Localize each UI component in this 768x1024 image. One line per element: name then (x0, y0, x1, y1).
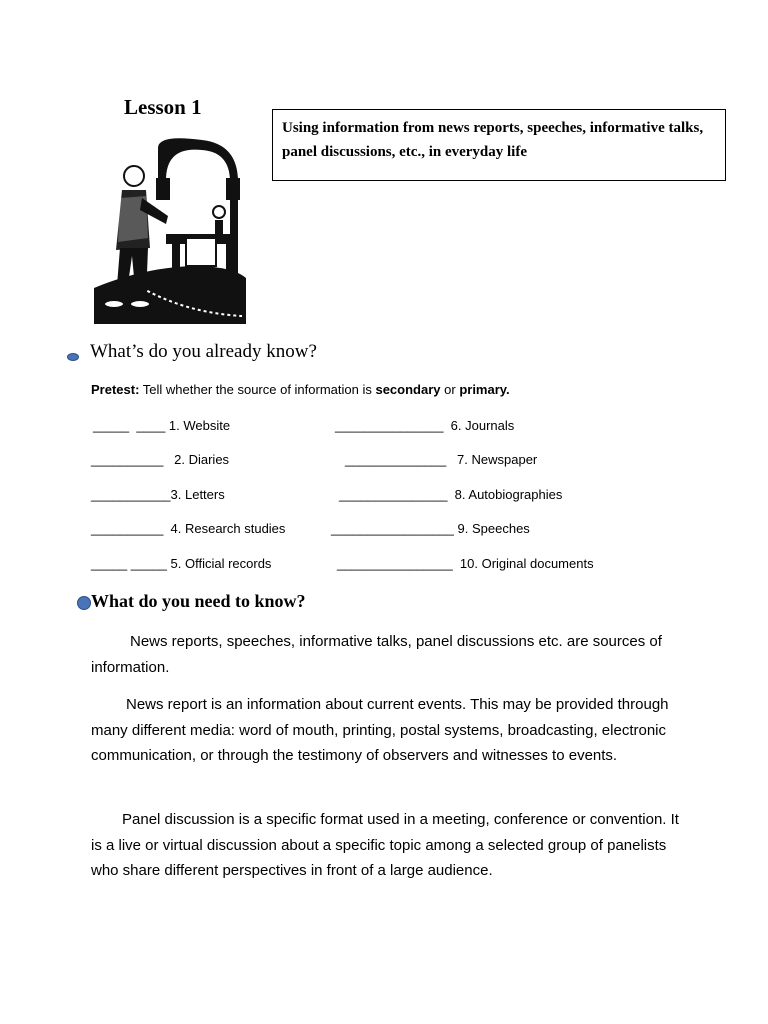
pretest-item: ______________ 7. Newspaper (345, 452, 538, 467)
paragraph-text: News report is an information about current events. This may be provided through many different media: word of mouth, printing, postal systems, broadcasting, electronic communication, or through the testimony of observers and witnesses to events. (91, 696, 669, 764)
pretest-label: Pretest: (91, 382, 140, 397)
lesson-title: Lesson 1 (124, 95, 202, 119)
pretest-option-secondary: secondary (375, 382, 441, 397)
paragraph-panel-discussion (91, 807, 691, 884)
bullet-icon (67, 353, 79, 361)
paragraph-news-report (91, 692, 691, 769)
pretest-item: _______________ 6. Journals (335, 418, 515, 433)
pretest-text: Tell whether the source of information is (139, 382, 376, 397)
illustration-man-at-podium (92, 138, 246, 324)
pretest-item: ________________ 10. Original documents (337, 556, 594, 571)
pretest-instruction (91, 382, 510, 397)
section-heading-need: What do you need to know? (91, 591, 306, 611)
man-head (124, 166, 144, 186)
pretest-item: _____ ____ 1. Website (93, 418, 231, 433)
pretest-item: __________ 2. Diaries (91, 452, 230, 467)
objective-box (272, 109, 726, 181)
pretest-item: __________ 4. Research studies (91, 521, 286, 536)
pretest-item: ___________3. Letters (91, 487, 225, 502)
paragraph-text: News reports, speeches, informative talks, panel discussions etc. are sources of information. (91, 633, 662, 676)
bullet-icon (77, 596, 91, 610)
pretest-item: _________________ 9. Speeches (331, 521, 530, 536)
paragraph-text: Panel discussion is a specific format used in a meeting, conference or convention. It is a live or virtual discussion about a specific topic among a selected group of panelists who share different perspectives in front of a large audience. (91, 811, 679, 879)
pretest-conj: or (440, 382, 460, 397)
pretest-item: _______________ 8. Autobiographies (339, 487, 563, 502)
objective-text: Using information from news reports, speeches, informative talks, panel discussions, etc., in everyday life (282, 120, 704, 160)
pretest-option-primary: primary. (459, 382, 510, 397)
section-heading-know: What’s do you already know? (90, 341, 317, 362)
pretest-item: _____ _____ 5. Official records (91, 556, 272, 571)
paragraph-sources (91, 629, 691, 680)
